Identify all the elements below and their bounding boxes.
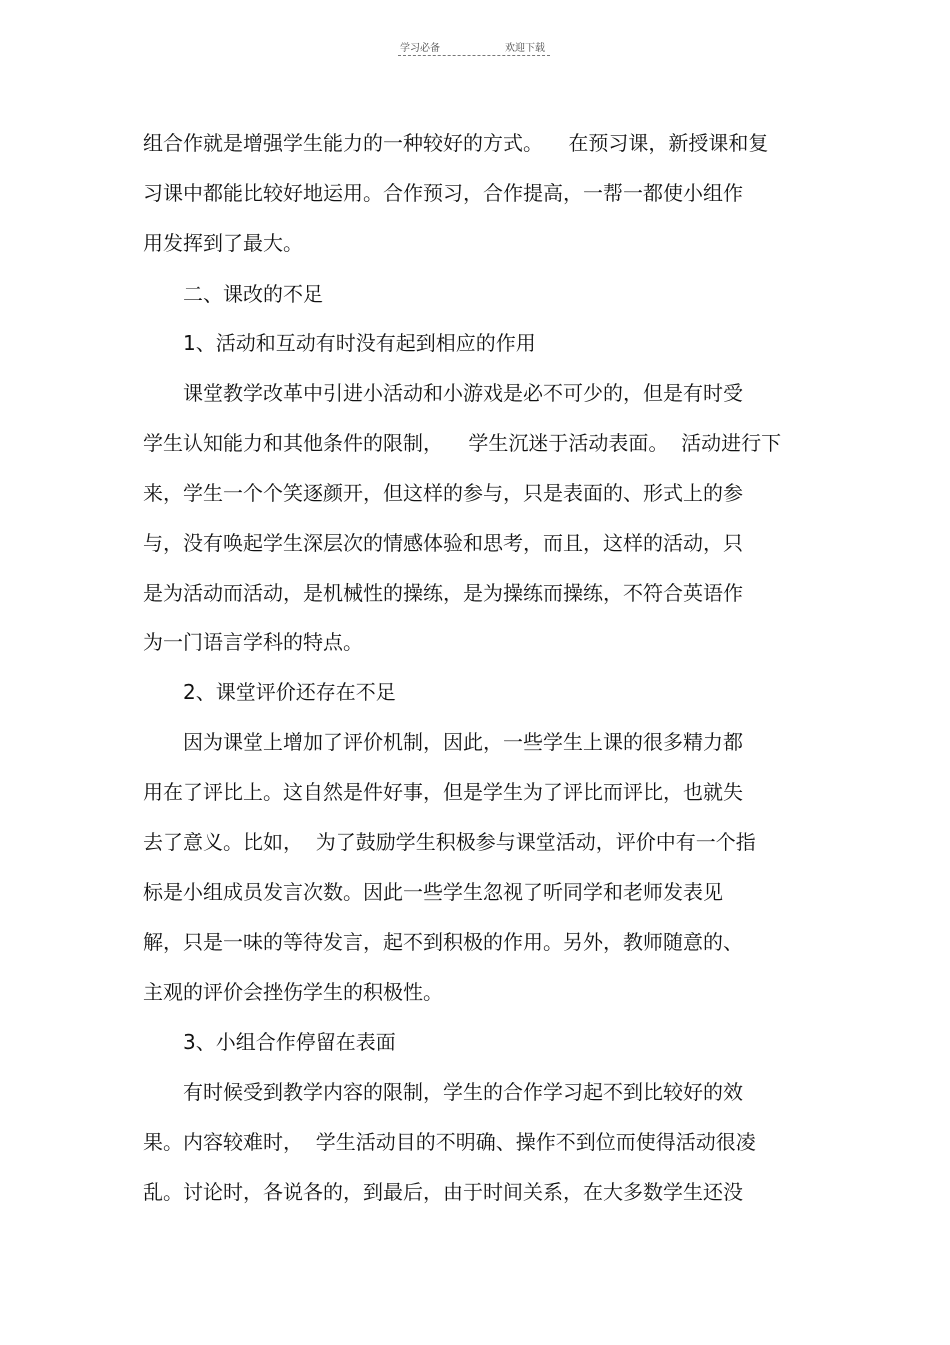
subsection-heading: 3、小组合作停留在表面 [183, 1030, 396, 1054]
header-left-text: 学习必备 [400, 43, 440, 54]
text-line: 组合作就是增强学生能力的一种较好的方式。 在预习课，新授课和复 [143, 131, 769, 155]
text-line: 主观的评价会挫伤学生的积极性。 [143, 980, 443, 1004]
subsection-heading: 2、课堂评价还存在不足 [183, 680, 396, 704]
text-line: 为一门语言学科的特点。 [143, 630, 363, 654]
subsection-heading: 1、活动和互动有时没有起到相应的作用 [183, 331, 536, 355]
text-line: 是为活动而活动，是机械性的操练，是为操练而操练，不符合英语作 [143, 581, 743, 605]
text-line: 用在了评比上。这自然是件好事，但是学生为了评比而评比，也就失 [143, 780, 743, 804]
section-heading: 二、课改的不足 [183, 282, 323, 306]
text-line: 标是小组成员发言次数。因此一些学生忽视了听同学和老师发表见 [143, 880, 723, 904]
header-right-text: 欢迎下载 [505, 43, 545, 54]
text-line: 去了意义。比如， 为了鼓励学生积极参与课堂活动，评价中有一个指 [143, 830, 756, 854]
text-line: 乱。讨论时，各说各的，到最后，由于时间关系，在大多数学生还没 [143, 1180, 743, 1204]
text-line: 课堂教学改革中引进小活动和小游戏是必不可少的，但是有时受 [183, 381, 743, 405]
text-line: 习课中都能比较好地运用。合作预习，合作提高，一帮一都使小组作 [143, 181, 743, 205]
text-line: 用发挥到了最大。 [143, 231, 303, 255]
text-line: 因为课堂上增加了评价机制，因此，一些学生上课的很多精力都 [183, 730, 743, 754]
text-line: 解，只是一味的等待发言，起不到积极的作用。另外，教师随意的、 [143, 930, 743, 954]
text-line: 来，学生一个个笑逐颜开，但这样的参与，只是表面的、形式上的参 [143, 481, 743, 505]
text-line: 学生认知能力和其他条件的限制， 学生沉迷于活动表面。 活动进行下 [143, 431, 782, 455]
text-line: 与，没有唤起学生深层次的情感体验和思考，而且，这样的活动，只 [143, 531, 743, 555]
text-line: 果。内容较难时， 学生活动目的不明确、操作不到位而使得活动很凌 [143, 1130, 756, 1154]
text-line: 有时候受到教学内容的限制，学生的合作学习起不到比较好的效 [183, 1080, 743, 1104]
